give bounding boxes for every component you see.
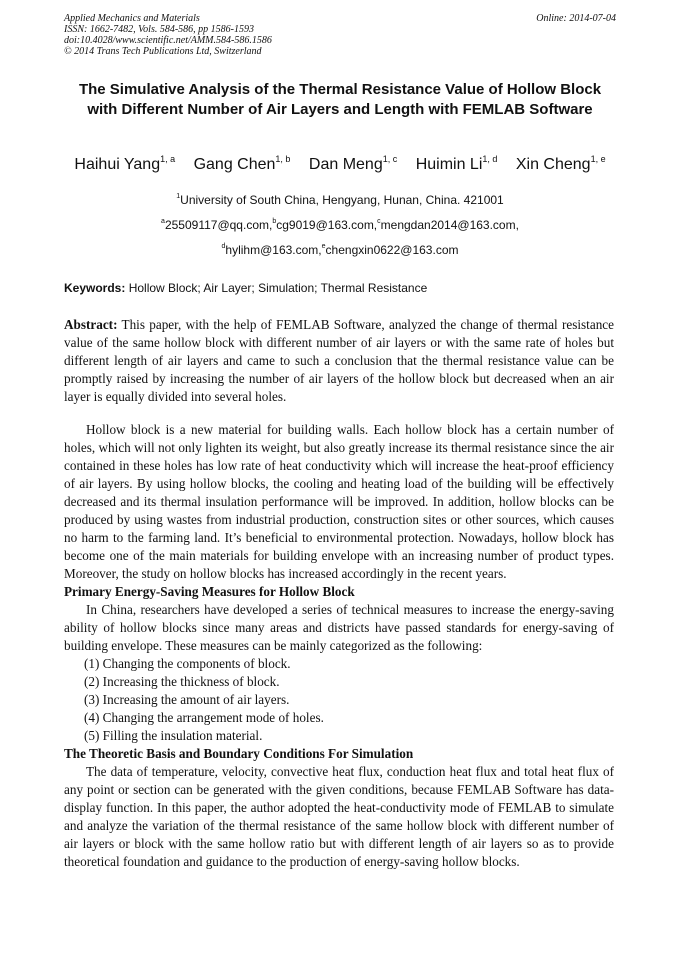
author: Gang Chen$^{1, b}$ xyxy=(193,154,291,173)
email-d: hylihm@163.com, xyxy=(225,243,322,257)
list-item: (3) Increasing the amount of air layers. xyxy=(84,692,290,707)
paper-title: The Simulative Analysis of the Thermal Resistance Value of Hollow Block with Different Number of Air Layers and Length with FEMLAB Software xyxy=(78,81,602,118)
email-b: cg9019@163.com, xyxy=(276,218,378,232)
keywords-label: Keywords: xyxy=(64,281,126,295)
list-item: (4) Changing the arrangement mode of holes. xyxy=(84,710,324,725)
section-paragraph: The data of temperature, velocity, convective heat flux, conduction heat flux and total heat flux of any point or section can be generated with the given conditions, because FEMLAB Software has data-display function. In this paper, the author adopted the heat-conductivity mode of FEMLAB to simulate and analyze the variation of the thermal resistance of the same hollow block with different number of air layers or block with the same hollow ratio but with different length of air layers so as to provide theoretical foundation and guidance to the production of energy-saving hollow blocks. xyxy=(64,764,614,869)
online-date: Online: 2014-07-04 xyxy=(536,13,616,24)
list-item: (2) Increasing the thickness of block. xyxy=(84,674,280,689)
main-text xyxy=(64,421,614,871)
affiliation: $^1$University of South China, Hengyang, Hunan, China. 421001 xyxy=(176,193,504,207)
keywords xyxy=(64,280,616,296)
section-heading: The Theoretic Basis and Boundary Conditions For Simulation xyxy=(64,746,414,761)
doi-line: doi:10.4028/www.scientific.net/AMM.584-586.1586 xyxy=(64,35,272,46)
abstract xyxy=(64,316,614,406)
email-e: chengxin0622@163.com xyxy=(325,243,459,257)
intro-paragraph: Hollow block is a new material for building walls. Each hollow block has a certain number of holes, which will not only lighten its weight, but also greatly increase its thermal resistance since the air contained in these holes has low rate of heat conductivity which will increase the heat-proof efficiency of air layers. By using hollow blocks, the cooling and heating load of the building will be effectively decreased and its thermal insulation performance will be improved. In addition, hollow blocks can be produced by using wastes from industrial production, construction sites or other sources, which causes no harm to the farming land. It’s beneficial to environmental protection. Nowadays, hollow block has become one of the main materials for building envelope with an increasing number of product types. Moreover, the study on hollow blocks has increased accordingly in the recent years. xyxy=(64,422,614,581)
email-a: 25509117@qq.com, xyxy=(164,218,273,232)
author: Xin Cheng$^{1, e}$ xyxy=(515,154,606,173)
email-c: mengdan2014@163.com, xyxy=(380,218,519,232)
journal-header xyxy=(64,13,616,57)
abstract-label: Abstract: xyxy=(64,317,118,332)
keywords-text: Hollow Block; Air Layer; Simulation; Thermal Resistance xyxy=(128,281,428,295)
email-line-2: $^d$hylihm@163.com,$^e$chengxin0622@163.com xyxy=(221,243,459,257)
author: Haihui Yang$^{1, a}$ xyxy=(74,154,176,173)
author-list xyxy=(40,155,640,175)
list-item: (5) Filling the insulation material. xyxy=(84,728,263,743)
email-line-1: $^a$25509117@qq.com,$^b$cg9019@163.com,$^c$mengdan2014@163.com, xyxy=(161,218,519,232)
section-heading: Primary Energy-Saving Measures for Hollow Block xyxy=(64,584,355,599)
measures-list xyxy=(64,655,614,745)
journal-name: Applied Mechanics and Materials xyxy=(64,13,200,24)
author: Dan Meng$^{1, c}$ xyxy=(308,154,398,173)
list-item: (1) Changing the components of block. xyxy=(84,656,291,671)
author: Huimin Li$^{1, d}$ xyxy=(415,154,498,173)
copyright-line: © 2014 Trans Tech Publications Ltd, Switzerland xyxy=(64,46,262,57)
issn-line: ISSN: 1662-7482, Vols. 584-586, pp 1586-1593 xyxy=(64,24,254,35)
section-paragraph: In China, researchers have developed a series of technical measures to increase the energy-saving ability of hollow blocks since many areas and districts have passed standards for energy-saving of building envelope. These measures can be mainly categorized as the following: xyxy=(64,602,614,653)
abstract-text: This paper, with the help of FEMLAB Software, analyzed the change of thermal resistance value of the same hollow block with different number of air layers or with the same rate of holes but different length of air layers and came to such a conclusion that the thermal resistance value can be promptly raised by increasing the number of air layers of the hollow block but decreased when an air layer is equally divided into several holes. xyxy=(64,317,615,404)
